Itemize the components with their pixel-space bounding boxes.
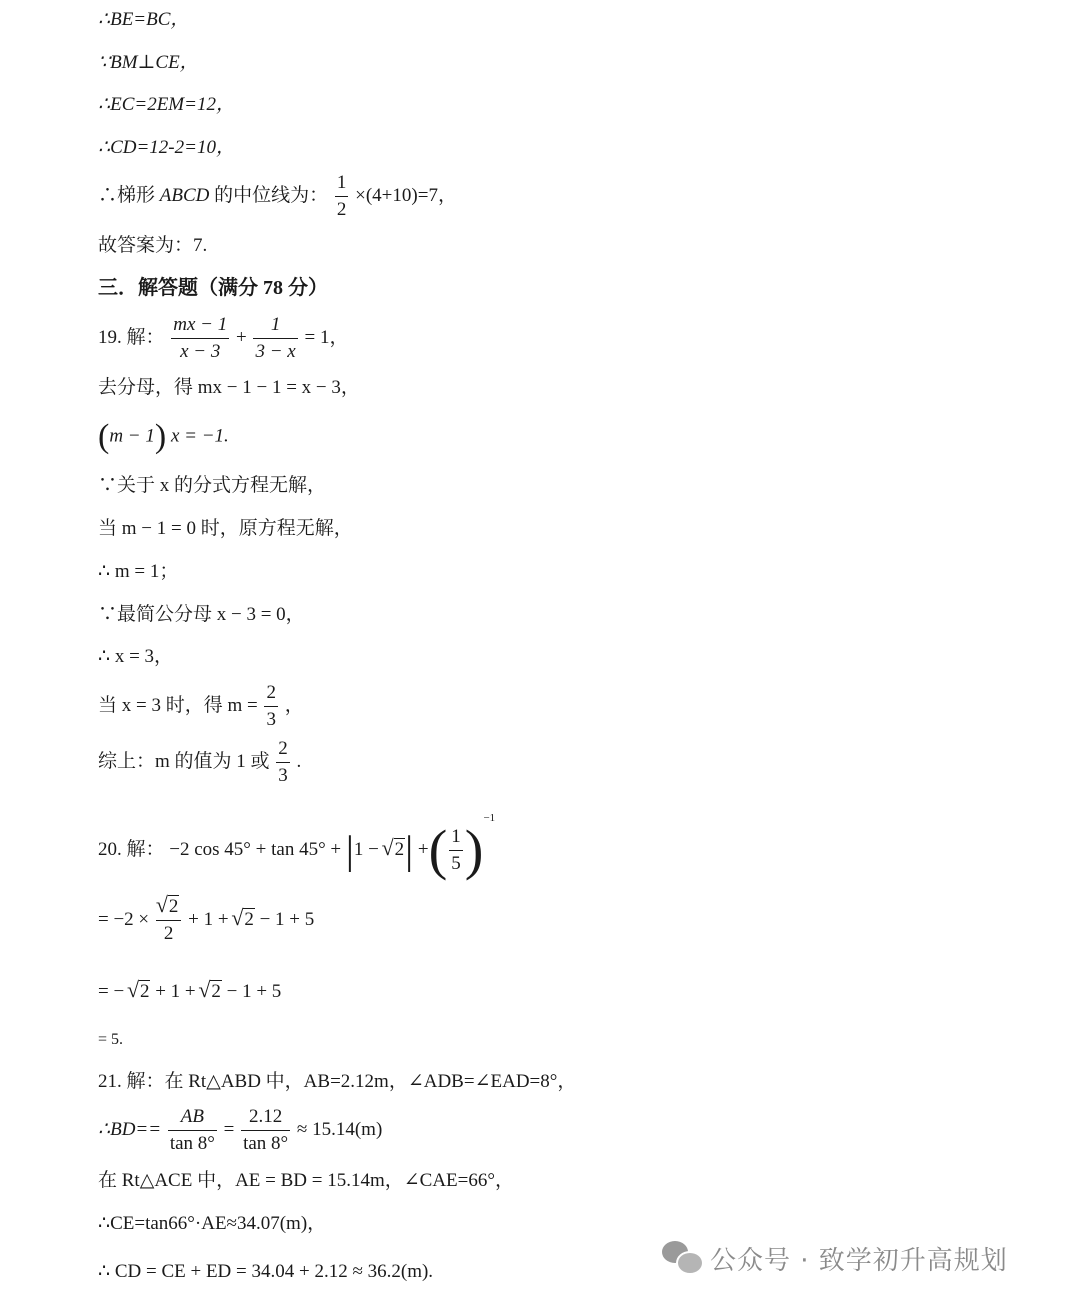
text-line: ∵BM⊥CE， (98, 52, 199, 73)
text-fragment: ×(4+10)=7， (355, 184, 457, 206)
text-fragment: = −2 × (98, 908, 150, 930)
text-line: ∴EC=2EM=12， (98, 94, 235, 115)
fraction-numerator: AB (168, 1104, 217, 1131)
text-line: ∴BE=BC， (98, 9, 190, 30)
text-line (98, 420, 229, 454)
fraction-numerator (156, 894, 182, 921)
fraction (171, 312, 229, 365)
text-line: ∴ m = 1； (98, 561, 179, 582)
text-fragment: 的中位线为： (214, 184, 329, 206)
text-line: 21. 解：在 Rt△ABD 中，AB=2.12m，∠ADB=∠EAD=8°， (98, 1071, 577, 1092)
text-line: ∴ CD = CE + ED = 34.04 + 2.12 ≈ 36.2(m). (98, 1261, 434, 1282)
square-root (231, 904, 255, 932)
fraction-numerator: 1 (335, 170, 349, 197)
fraction (241, 1104, 290, 1157)
radical-sign: √ (198, 977, 211, 1002)
watermark-text: 公众号 · 致学初升高规划 (710, 1245, 1008, 1276)
q19-equation (98, 312, 348, 365)
text-fragment: x = −1. (170, 425, 229, 447)
fraction-denominator: 2 (336, 199, 347, 220)
fraction (156, 894, 182, 947)
text-fragment: −2 cos 45° + tan 45° + (169, 839, 342, 860)
wechat-icon (662, 1241, 702, 1275)
fraction-numerator: 1 (449, 824, 463, 851)
radicand: 2 (139, 981, 150, 1002)
text-line: 当 m − 1 = 0 时，原方程无解， (98, 518, 353, 539)
radicand: 2 (394, 839, 405, 860)
question-label: 19. 解： (98, 326, 165, 348)
text-fragment: ， (284, 694, 304, 716)
text-line (98, 977, 282, 1004)
radicand: 2 (244, 908, 254, 930)
abs-bar: | (405, 827, 414, 873)
radical-sign: √ (381, 835, 394, 860)
square-root (155, 892, 180, 920)
text-fragment: − 1 + 5 (226, 981, 282, 1002)
fraction-numerator: 2.12 (241, 1104, 290, 1131)
text-line: 在 Rt△ACE 中，AE = BD = 15.14m，∠CAE=66°， (98, 1170, 514, 1191)
text-fragment: . (296, 750, 302, 772)
text-fragment: + 1 + (155, 981, 196, 1002)
fraction-numerator: 1 (253, 312, 297, 339)
abs-bar: | (345, 827, 354, 873)
text-line: ∴ x = 3， (98, 646, 174, 667)
text-fragment: + (417, 839, 429, 860)
section-heading: 三．解答题（满分 78 分） (98, 277, 328, 299)
square-root (198, 977, 222, 1004)
text-line (98, 736, 301, 789)
fraction-denominator: 5 (451, 853, 461, 875)
text-fragment: + 1 + (188, 908, 229, 930)
q20-expression (98, 806, 496, 882)
text-line: ∴CD=12-2=10， (98, 137, 235, 158)
radical-sign: √ (231, 904, 244, 930)
text-fragment: = 1， (304, 326, 349, 348)
text-fragment: 1 − (353, 839, 379, 860)
fraction-denominator: tan 8° (243, 1133, 289, 1154)
fraction (449, 824, 463, 877)
text-line: ∵关于 x 的分式方程无解， (98, 475, 327, 496)
question-label: 20. 解： (98, 839, 165, 860)
text-line (98, 894, 314, 947)
text-fragment: ≈ 15.14(m) (296, 1118, 383, 1140)
fraction-denominator: 3 (266, 709, 276, 730)
answer-line: 故答案为：7. (98, 235, 208, 256)
text-fragment: 当 x = 3 时，得 m = (98, 694, 258, 716)
text-line: ∴CE=tan66°·AE≈34.07(m)， (98, 1213, 327, 1234)
text-line-midline (98, 170, 457, 223)
text-fragment: m − 1 (109, 425, 155, 447)
text-fragment: ∴梯形 (98, 184, 156, 206)
text-line: 去分母，得 mx − 1 − 1 = x − 3， (98, 377, 360, 398)
fraction-denominator: 3 − x (255, 341, 296, 362)
fraction (168, 1104, 217, 1157)
watermark (662, 1238, 1008, 1278)
text-fragment: = − (98, 981, 125, 1002)
text-line (98, 680, 304, 733)
fraction-numerator: 2 (276, 736, 290, 763)
text-fragment: ABCD (159, 184, 210, 206)
text-fragment: + (236, 326, 247, 348)
fraction-numerator: mx − 1 (171, 312, 229, 339)
fraction (264, 680, 278, 733)
text-fragment: = (223, 1118, 235, 1140)
text-line: = 5. (98, 1031, 124, 1048)
square-root (381, 835, 406, 862)
fraction (276, 736, 290, 789)
text-fragment: ∴BD== (98, 1118, 162, 1140)
radicand: 2 (168, 896, 179, 917)
radical-sign: √ (126, 977, 140, 1002)
text-line (98, 1104, 382, 1157)
fraction-numerator: 2 (264, 680, 278, 707)
exponent: −1 (483, 812, 496, 824)
fraction-denominator: x − 3 (180, 341, 221, 362)
text-fragment: 综上：m 的值为 1 或 (98, 750, 270, 772)
paren: ( (428, 819, 448, 882)
fraction (253, 312, 297, 365)
text-fragment: − 1 + 5 (259, 908, 315, 930)
radical-sign: √ (155, 892, 168, 917)
square-root (126, 977, 151, 1004)
fraction-denominator: 3 (278, 765, 288, 786)
paren: ) (464, 819, 484, 882)
fraction (335, 170, 349, 223)
text-fragment: ( (98, 418, 110, 455)
text-line: ∵最简公分母 x − 3 = 0， (98, 604, 305, 625)
text-fragment: ) (154, 418, 167, 455)
radicand: 2 (211, 981, 221, 1002)
fraction-denominator: 2 (163, 923, 174, 944)
fraction-denominator: tan 8° (169, 1133, 215, 1154)
